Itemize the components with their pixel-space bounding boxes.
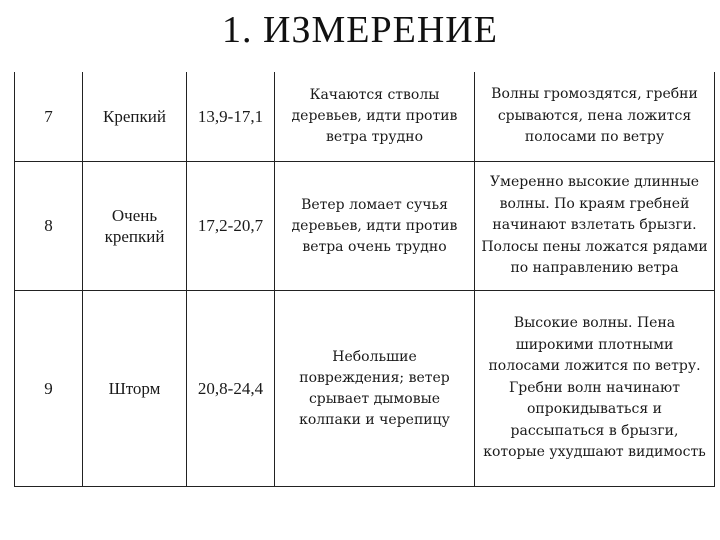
- wind-speed-cell: [187, 72, 275, 162]
- land-effect-cell: [275, 291, 475, 487]
- wind-name: Шторм: [108, 379, 161, 398]
- slide-title: 1. ИЗМЕРЕНИЕ: [222, 9, 498, 51]
- sea-effect-cell: [475, 162, 715, 291]
- wind-speed-cell: [187, 162, 275, 291]
- beaufort-scale-table: [14, 72, 715, 487]
- wind-name-cell: [83, 291, 187, 487]
- wind-name-cell: [83, 72, 187, 162]
- table-row: [15, 291, 715, 487]
- land-effect-cell: [275, 72, 475, 162]
- land-effect: Ветер ломает сучья деревьев, идти против ветра очень трудно: [291, 196, 458, 255]
- wind-speed-cell: [187, 291, 275, 487]
- wind-name-cell: [83, 162, 187, 291]
- wind-name: Очень крепкий: [104, 206, 165, 246]
- table-row: [15, 162, 715, 291]
- sea-effect-cell: [475, 72, 715, 162]
- force-number: 8: [44, 216, 53, 235]
- wind-speed: 17,2-20,7: [197, 216, 264, 235]
- force-number: 9: [44, 378, 53, 398]
- sea-effect: Высокие волны. Пена широкими плотными полосами ложится по ветру. Гребни волн начинают опрокидываться и рассыпаться в брызги, которые ухудшают видимость: [483, 315, 706, 461]
- table-row: [15, 72, 715, 162]
- wind-speed: 13,9-17,1: [197, 106, 264, 126]
- sea-effect: Волны громоздятся, гребни срываются, пена ложится полосами по ветру: [491, 86, 698, 146]
- force-number-cell: [15, 72, 83, 162]
- land-effect-cell: [275, 162, 475, 291]
- force-number-cell: [15, 162, 83, 291]
- land-effect: Качаются стволы деревьев, идти против ветра трудно: [291, 87, 458, 145]
- force-number: 7: [44, 106, 53, 126]
- force-number-cell: [15, 291, 83, 487]
- wind-name: Крепкий: [103, 107, 166, 126]
- land-effect: Небольшие повреждения; ветер срывает дымовые колпаки и черепицу: [299, 348, 450, 428]
- wind-speed: 20,8-24,4: [197, 378, 264, 398]
- sea-effect: Умеренно высокие длинные волны. По краям гребней начинают взлетать брызги. Полосы пены ложатся рядами по направлению ветра: [481, 174, 708, 277]
- sea-effect-cell: [475, 291, 715, 487]
